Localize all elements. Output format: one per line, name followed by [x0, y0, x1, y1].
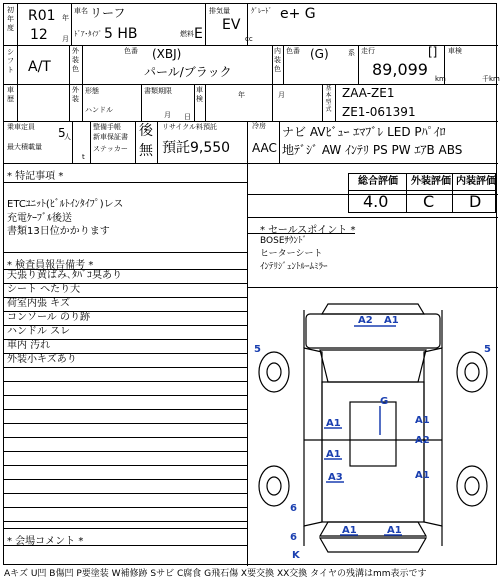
rear-window-shape [320, 522, 426, 536]
inspector-rule [4, 325, 247, 326]
color-code: (XBJ) [152, 47, 182, 61]
manual-label: 整備手帳 [93, 123, 121, 131]
inspector-line-3: 荷室内張 キズ [7, 298, 70, 309]
rear-left-wheel [259, 466, 289, 506]
features-title: * 特記事項 * [7, 171, 64, 182]
feature-line-1: ETCﾕﾆｯﾄ(ﾋﾞﾙﾄｲﾝﾀｲﾌﾟ)レス [7, 199, 124, 210]
damage-mark: 6 [290, 503, 297, 514]
inspector-rule [4, 395, 247, 396]
capacity-label: 乗車定員 [7, 123, 35, 131]
hood-area [306, 314, 440, 348]
inspection-year: 年 [238, 91, 245, 99]
inspector-line-1: 天張り黄ばみ､ﾀﾊﾞｺ臭あり [7, 270, 122, 281]
sticker-value: 無 [139, 143, 153, 159]
roof-shape [350, 402, 396, 466]
venue-comment-title: * 会場コメント * [7, 536, 84, 547]
inspector-rule [4, 283, 247, 284]
max-load-unit: t [82, 153, 85, 161]
manual-value: 後 [139, 123, 153, 139]
damage-mark: 5 [484, 344, 491, 355]
shift-label: シフト [7, 48, 14, 74]
damage-mark: A1 [326, 449, 341, 460]
front-right-hub [465, 363, 479, 381]
handle-label: ハンドル [85, 106, 113, 114]
inspector-rule [4, 521, 247, 522]
rear-left-hub [267, 477, 281, 495]
form-label: 形態 [85, 87, 99, 95]
recycle-label: リサイクル料預託 [162, 123, 218, 131]
front-left-wheel [259, 352, 289, 392]
damage-mark: A2 [415, 435, 430, 446]
inspector-rule [4, 493, 247, 494]
year-unit: 年 [62, 14, 69, 22]
car-name-label: 車名 [74, 7, 88, 15]
color-name: パール/ブラック [144, 65, 232, 79]
capacity: 5 [58, 126, 66, 140]
inspection-label: 車検 [448, 47, 462, 55]
damage-mark: 5 [254, 344, 261, 355]
interior-code: (G) [310, 47, 329, 61]
damage-mark: K [292, 550, 300, 561]
left-side-shape [304, 348, 322, 526]
month-unit: 月 [62, 35, 69, 43]
displacement: EV [222, 17, 241, 33]
inspector-rule [4, 339, 247, 340]
door-type-label: ﾄﾞｱ･ﾀｲﾌﾟ [74, 30, 102, 38]
first-registration-month: 12 [30, 27, 48, 43]
inspector-line-2: シート へたり大 [7, 284, 81, 295]
sales-line-2: ヒーターシート [260, 249, 323, 259]
inspector-line-6: 車内 汚れ [7, 340, 51, 351]
inspector-title: * 検査員報告備考 * [7, 260, 94, 271]
inspector-line-4: コンソール のり跡 [7, 312, 90, 323]
mileage-label: 走行 [361, 47, 375, 55]
car-outline [259, 304, 487, 552]
interior-code-label: 色番 [286, 47, 300, 55]
new-warranty-label: 新車保証書 [93, 133, 128, 141]
sales-line-3: ｲﾝﾃﾘｼﾞｪﾝﾄﾙｰﾑﾐﾗｰ [260, 262, 328, 272]
grade: e+ G [280, 6, 316, 22]
inspector-rule [4, 311, 247, 312]
damage-mark: A1 [326, 418, 341, 429]
inspector-rule [4, 479, 247, 480]
document-month: 月 [164, 111, 171, 119]
shift: A/T [28, 59, 51, 75]
history-label: 車歴 [7, 86, 14, 103]
exterior-color-label: 外装色 [72, 47, 79, 73]
grade-label: ｸﾞﾚｰﾄﾞ [251, 7, 272, 15]
interior-score: D [469, 192, 482, 211]
damage-mark: A1 [342, 525, 357, 536]
first-registration-era: R01 [28, 8, 56, 24]
damage-marks [254, 315, 491, 561]
mark-underlines [324, 326, 402, 535]
windshield-shape [320, 350, 426, 382]
feature-line-2: 充電ｹｰﾌﾞﾙ後送 [7, 213, 72, 224]
door-type: 5 HB [104, 26, 138, 42]
inspector-rule [4, 507, 247, 508]
inspector-rule [4, 381, 247, 382]
capacity-unit: 人 [64, 133, 71, 141]
km-unit: km [435, 75, 446, 83]
aircon: AAC [252, 141, 277, 155]
inspector-rule [4, 297, 247, 298]
inspector-rule [4, 451, 247, 452]
inspection-month: 月 [278, 91, 285, 99]
document-deadline-label: 書類期限 [144, 87, 172, 95]
front-right-wheel [457, 352, 487, 392]
total-score-label: 総合評価 [358, 176, 398, 187]
inspector-line-5: ハンドル スレ [7, 326, 71, 337]
aircon-label: 冷房 [252, 122, 266, 130]
cc-unit: cc [245, 35, 253, 43]
damage-mark: 6 [290, 532, 297, 543]
equipment-line-1: ナビ AVﾋﾞｭｰ ｴﾏﾌﾞﾚ LED Pﾊﾟｲﾛ [282, 125, 446, 139]
inspector-rule [4, 409, 247, 410]
damage-mark: A1 [384, 315, 399, 326]
inspection-expiry-label: 車検 [196, 86, 203, 103]
rear-bumper-shape [320, 538, 426, 552]
car-name: リーフ [90, 6, 126, 20]
inspector-rule [4, 423, 247, 424]
fuel-label: 燃料 [180, 30, 194, 38]
chassis-number: ZE1-061391 [342, 105, 416, 119]
inspector-rule [4, 269, 247, 270]
exterior-label: 外装 [72, 86, 79, 103]
front-left-hub [267, 363, 281, 381]
recycle-fee: 預託9,550 [162, 140, 231, 156]
type-label: 系 [348, 49, 355, 57]
damage-legend: Aキズ U凹 B傷凹 P要塗装 W補修跡 Sサビ C腐食 G飛石傷 X要交換 XX交換 タイヤの残溝はmm表示です [4, 569, 427, 579]
rear-right-wheel [457, 466, 487, 506]
damage-mark: A1 [415, 470, 430, 481]
damage-mark: A3 [328, 472, 343, 483]
exterior-score: C [423, 192, 435, 211]
inspector-rule [4, 465, 247, 466]
interior-color-label: 内装色 [274, 47, 281, 73]
inspector-line-7: 外装小キズあり [7, 354, 77, 365]
sales-points-title: * セールスポイント * [260, 225, 356, 236]
exterior-score-label: 外装評価 [411, 176, 451, 187]
era-label: 初年度 [7, 6, 14, 32]
mileage-bracket: [] [428, 45, 438, 59]
model-label: 基本型式 [325, 85, 332, 113]
damage-mark: A1 [387, 525, 402, 536]
interior-score-label: 内装評価 [456, 176, 496, 187]
total-score: 4.0 [363, 192, 389, 211]
inspector-rule [4, 367, 247, 368]
mileage: 89,099 [372, 60, 428, 79]
damage-mark: G [380, 396, 389, 407]
rear-right-hub [465, 477, 479, 495]
equipment-line-2: 地ﾃﾞｼﾞ AW ｲﾝﾃﾘ PS PW ｴｱB ABS [282, 143, 463, 157]
damage-mark: A1 [415, 415, 430, 426]
inspector-rule [4, 353, 247, 354]
sticker-label: ステッカー [93, 145, 128, 153]
sales-line-1: BOSEｻｳﾝﾄﾞ [260, 236, 307, 246]
displacement-label: 排気量 [209, 7, 230, 15]
color-code-label: 色番 [124, 47, 138, 55]
front-bumper-shape [322, 304, 424, 314]
fuel: E [194, 26, 203, 42]
document-day: 日 [184, 113, 191, 121]
inspector-rule [4, 437, 247, 438]
model: ZAA-ZE1 [342, 86, 395, 100]
auction-sheet [3, 3, 500, 565]
car-condition-diagram [250, 290, 496, 566]
feature-line-3: 書類13日位かかります [7, 226, 110, 237]
inspection-unit: 千km [482, 75, 500, 83]
damage-mark: A2 [358, 315, 373, 326]
max-load-label: 最大積載量 [7, 143, 42, 151]
